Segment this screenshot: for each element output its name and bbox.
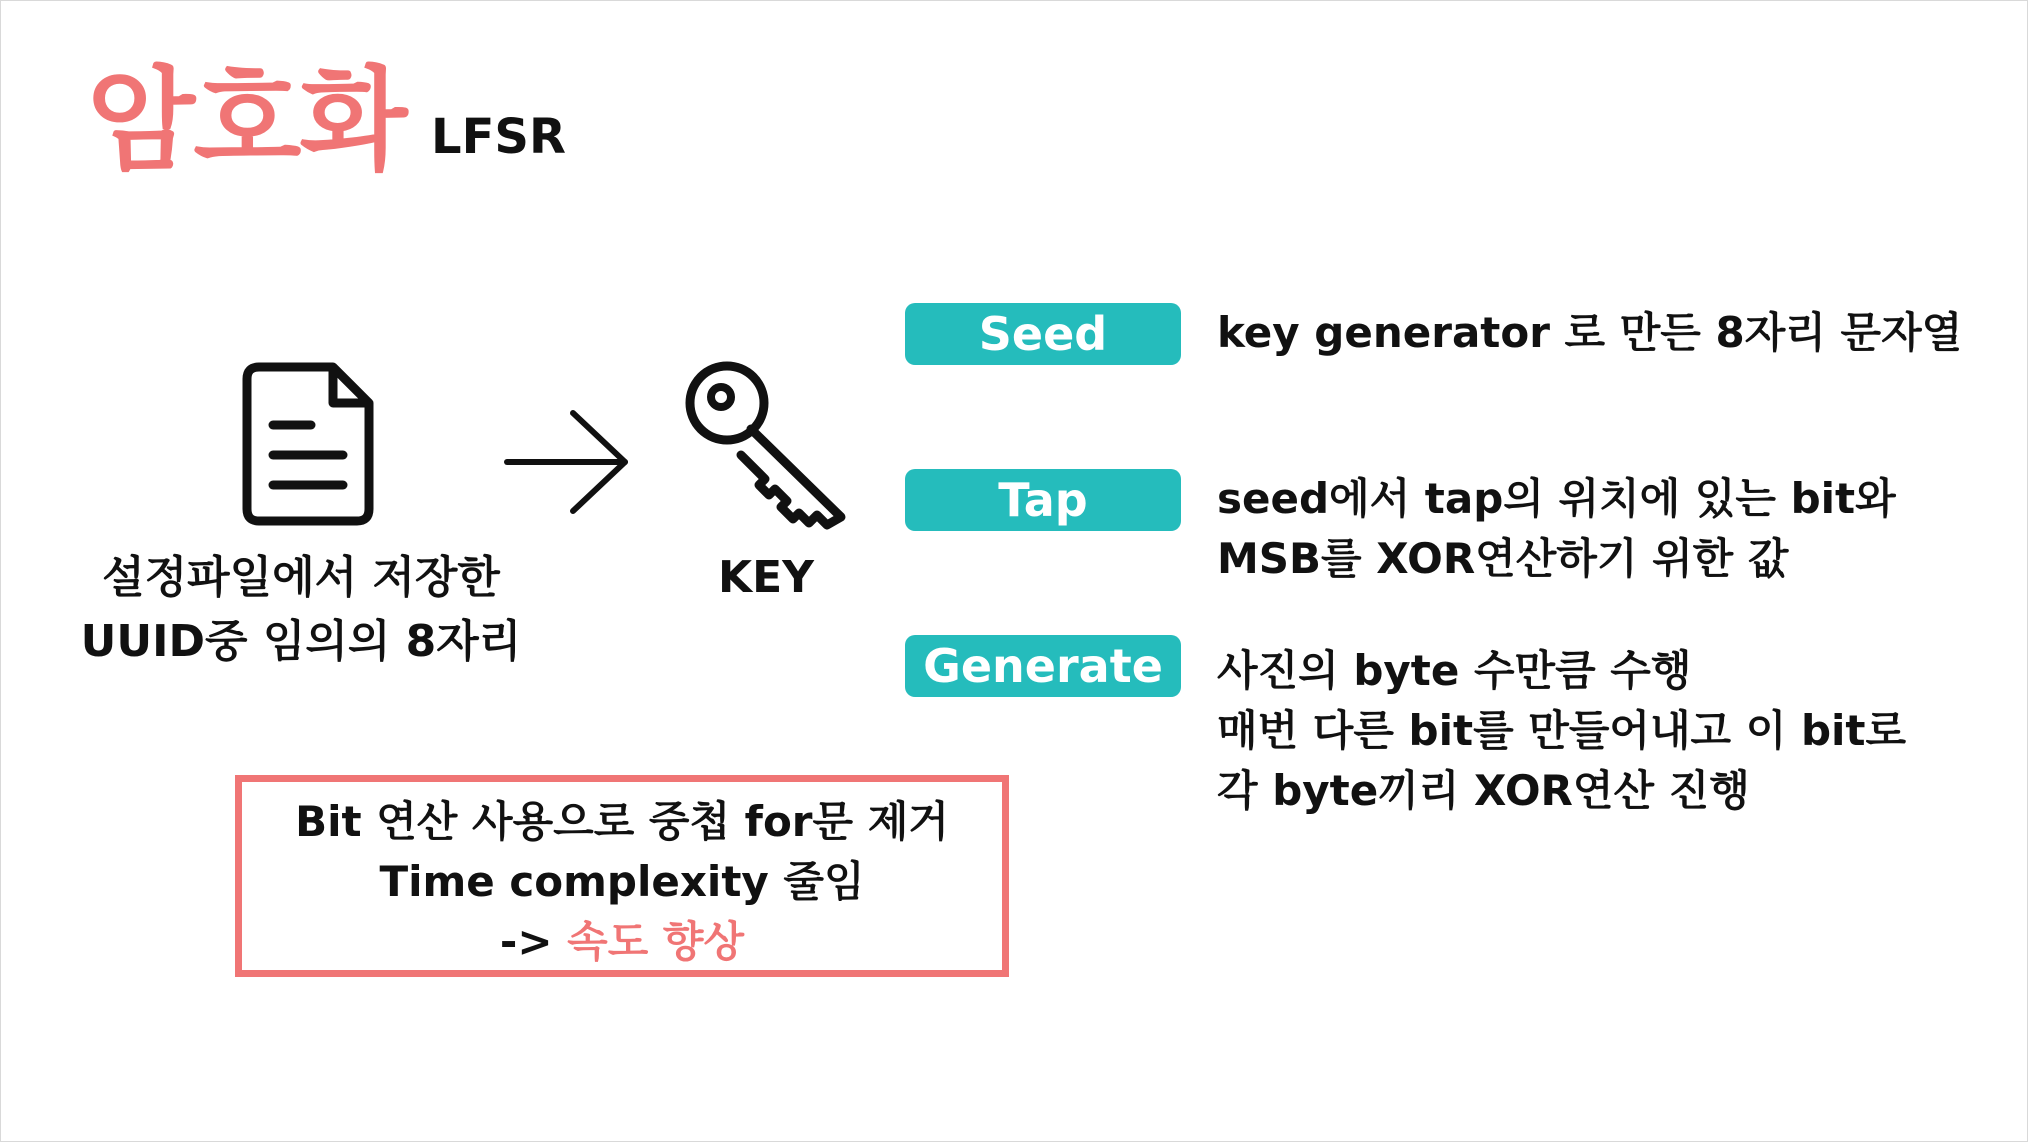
slide-title: 암호화: [87, 56, 406, 186]
document-icon: [237, 359, 377, 529]
arrow-right-icon: [503, 409, 633, 515]
tap-label: Tap: [905, 469, 1181, 531]
source-caption-line-1: 설정파일에서 저장한: [102, 552, 500, 603]
seed-description-line-1: key generator 로 만든 8자리 문자열: [1217, 308, 1963, 357]
generate-description-line-2: 매번 다른 bit를 만들어내고 이 bit로: [1217, 706, 1907, 755]
note-highlight: 속도 향상: [567, 917, 745, 966]
slide-subtitle: LFSR: [431, 109, 566, 165]
generate-description-line-1: 사진의 byte 수만큼 수행: [1217, 646, 1692, 695]
seed-description: [1217, 303, 1962, 363]
note-line-1: Bit 연산 사용으로 중첩 for문 제거: [295, 797, 949, 846]
note-line-2: Time complexity 줄임: [379, 857, 865, 906]
key-caption: KEY: [717, 552, 814, 603]
source-caption-line-2: UUID중 임의의 8자리: [80, 616, 522, 667]
tap-description-line-2: MSB를 XOR연산하기 위한 값: [1217, 534, 1789, 583]
note-box: [235, 775, 1009, 977]
generate-description-line-3: 각 byte끼리 XOR연산 진행: [1217, 766, 1750, 815]
source-caption: [71, 546, 531, 674]
tap-description-line-1: seed에서 tap의 위치에 있는 bit와: [1217, 474, 1896, 523]
tap-description: [1217, 469, 1896, 589]
generate-label: Generate: [905, 635, 1181, 697]
note-arrow-prefix: ->: [499, 917, 553, 966]
key-icon: [681, 357, 857, 533]
generate-description: [1217, 641, 1906, 821]
seed-label: Seed: [905, 303, 1181, 365]
note-line-3: [242, 912, 1002, 972]
